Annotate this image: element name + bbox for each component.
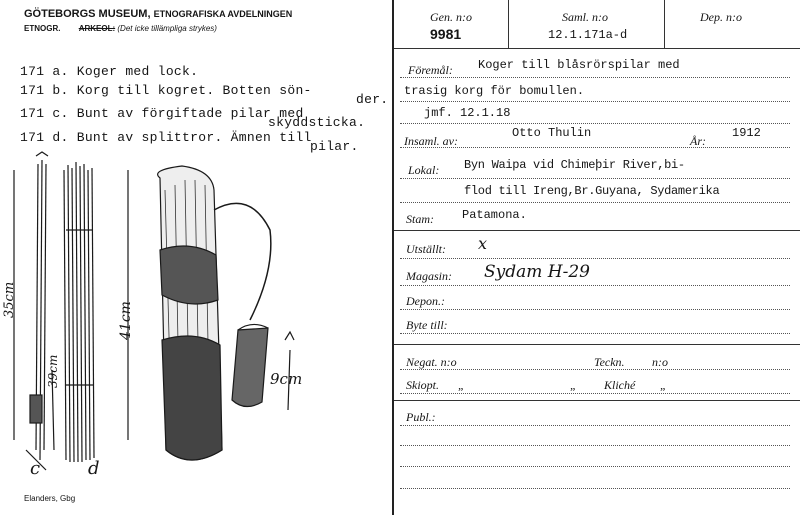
saml-no-value: 12.1.171a-d: [548, 28, 628, 42]
depon-label: Depon.:: [406, 294, 445, 308]
item-text: Korg till kogret. Botten sön-: [76, 83, 312, 98]
dotted-rule: [400, 178, 790, 179]
skiopt-quote: „: [458, 378, 465, 392]
insaml-label: Insaml. av:: [404, 134, 458, 148]
item-text: Bunt av förgiftade pilar med: [76, 106, 304, 121]
item-c: [20, 106, 304, 121]
teckn-label: Teckn.: [594, 355, 625, 369]
kliche-quote: „: [570, 378, 577, 392]
measure-label-9cm: 9cm: [270, 370, 303, 388]
drawing-label-d: d: [88, 458, 100, 479]
negat-label: Negat. n:o: [406, 355, 457, 369]
stam-value: Patamona.: [462, 208, 527, 222]
arkeol-label: ARKEOL:: [78, 24, 116, 33]
gen-no-label: Gen. n:o: [430, 10, 472, 24]
item-d: [20, 130, 312, 145]
lokal-line-1: Byn Waipa vid Chimeþir River,bi-: [464, 158, 685, 172]
ar-label: År:: [690, 134, 706, 148]
measure-label-41cm: 41cm: [118, 301, 134, 340]
dotted-rule: [400, 488, 790, 489]
item-number: 171 a.: [20, 64, 69, 79]
foremal-line-1: Koger till blåsrörspilar med: [478, 58, 680, 72]
drawing-label-c: c: [30, 458, 41, 479]
museum-header: [24, 8, 292, 20]
dotted-rule: [400, 101, 790, 102]
item-b-cont: der.: [356, 92, 389, 107]
department-name: ETNOGRAFISKA AVDELNINGEN: [153, 9, 293, 19]
dotted-rule: [400, 258, 790, 259]
measure-label-39cm: 39cm: [46, 354, 60, 388]
item-number: 171 c.: [20, 106, 69, 121]
item-text: Bunt av splittror. Ämnen till: [76, 130, 312, 145]
column-separator: [664, 0, 665, 48]
kliche-quote-2: „: [660, 378, 667, 392]
dotted-rule: [400, 333, 790, 334]
magasin-label: Magasin:: [406, 269, 452, 283]
dotted-rule: [400, 202, 790, 203]
utstallt-label: Utställt:: [406, 242, 447, 256]
section-rule: [394, 344, 800, 345]
dotted-rule: [400, 77, 790, 78]
dotted-rule: [400, 369, 790, 370]
dotted-rule: [400, 393, 790, 394]
card-divider: [392, 0, 394, 515]
dep-no-label: Dep. n:o: [700, 10, 742, 24]
object-sketch: [0, 150, 390, 490]
item-number: 171 b.: [20, 83, 69, 98]
splinter-bundle-drawing: [64, 162, 94, 462]
etnogr-label: ETNOGR.: [24, 24, 61, 33]
kliche-label: Kliché: [604, 378, 636, 392]
magasin-value: Sydam H-29: [484, 262, 590, 282]
stam-label: Stam:: [406, 212, 434, 226]
section-rule: [394, 230, 800, 231]
item-b: [20, 83, 312, 98]
item-text: Koger med lock.: [76, 64, 199, 79]
strike-note: (Det icke tillämpliga strykes): [117, 24, 217, 33]
foremal-label: Föremål:: [408, 63, 453, 77]
column-separator: [508, 0, 509, 48]
dotted-rule: [400, 123, 790, 124]
dotted-rule: [400, 466, 790, 467]
foremal-line-2: trasig korg för bomullen.: [404, 84, 585, 98]
foremal-line-3: jmf. 12.1.18: [424, 106, 511, 120]
saml-no-label: Saml. n:o: [562, 10, 608, 24]
category-line: [24, 24, 217, 33]
item-c-cont: skyddsticka.: [268, 115, 366, 130]
gen-no-value: 9981: [430, 26, 462, 42]
measure-label-35cm: 35cm: [2, 281, 17, 318]
teckn-no-label: n:o: [652, 355, 668, 369]
quiver-drawing: [158, 166, 271, 460]
lokal-label: Lokal:: [408, 163, 440, 177]
item-d-cont: pilar.: [310, 139, 359, 154]
utstallt-value: x: [478, 234, 488, 253]
dotted-rule: [400, 425, 790, 426]
museum-name: GÖTEBORGS MUSEUM,: [24, 8, 151, 20]
dotted-rule: [400, 285, 790, 286]
insaml-value: Otto Thulin: [512, 126, 592, 140]
skiopt-label: Skiopt.: [406, 378, 439, 392]
dotted-rule: [400, 445, 790, 446]
ar-value: 1912: [732, 126, 761, 140]
byte-label: Byte till:: [406, 318, 448, 332]
printer-imprint: Elanders, Gbg: [24, 494, 76, 503]
arrow-bundle-drawing: [26, 152, 48, 470]
section-rule: [394, 400, 800, 401]
dotted-rule: [400, 147, 790, 148]
lokal-line-2: flod till Ireng,Br.Guyana, Sydamerika: [464, 184, 720, 198]
dotted-rule: [400, 309, 790, 310]
item-a: [20, 64, 198, 79]
header-rule: [394, 48, 800, 49]
publ-label: Publ.:: [406, 410, 436, 424]
item-number: 171 d.: [20, 130, 69, 145]
